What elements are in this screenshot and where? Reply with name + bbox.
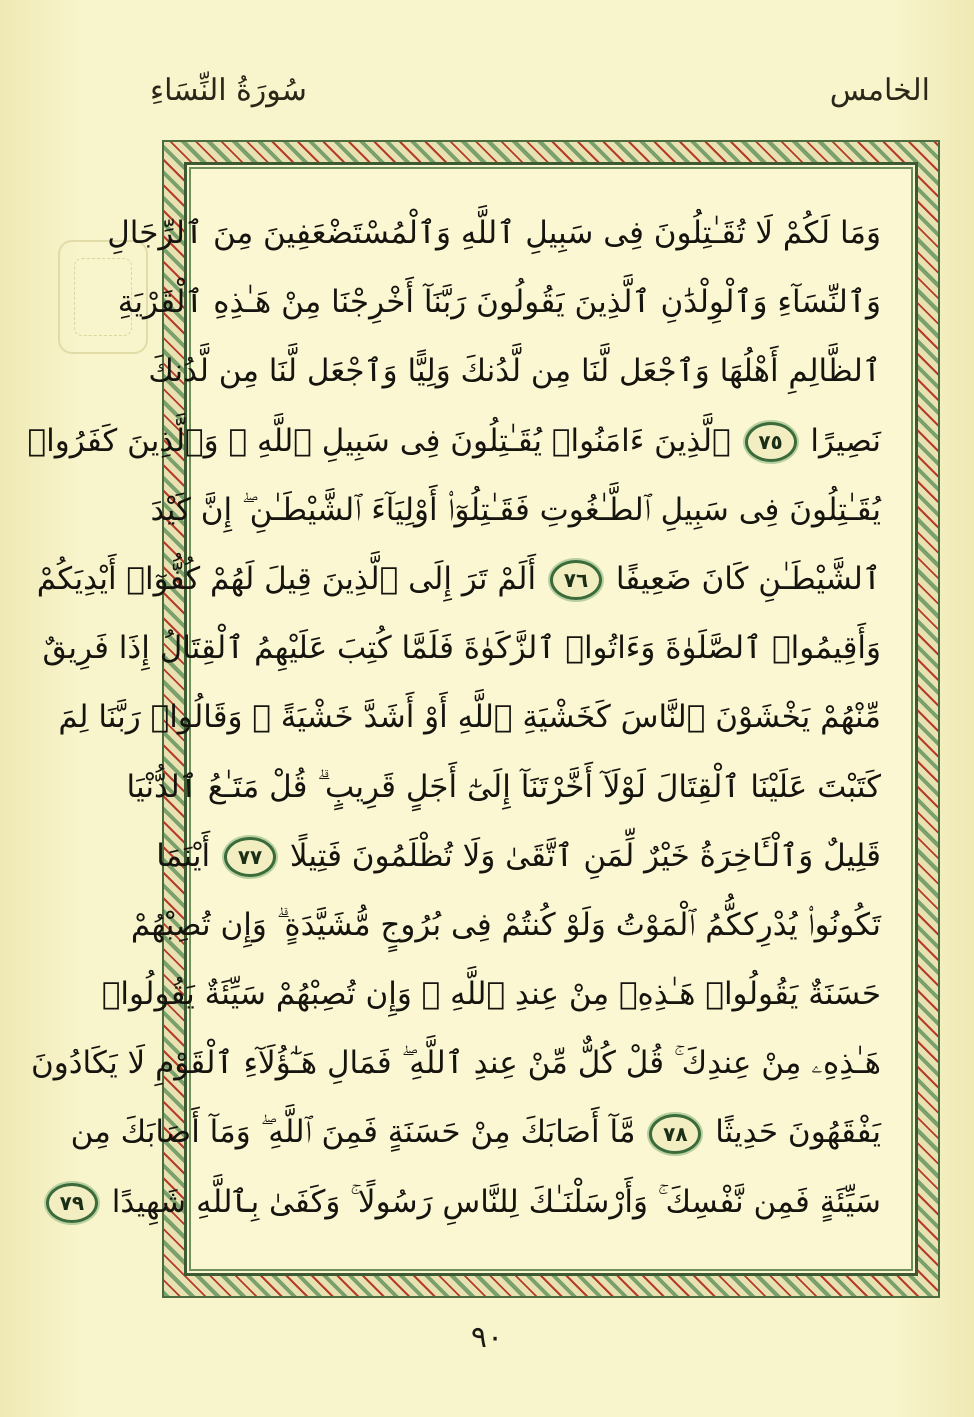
verse-text: مِّنْهُمْ يَخْشَوْنَ ٱلنَّاسَ كَخَشْيَةِ ٱللَّهِ أَوْ أَشَدَّ خَشْيَةً ۚ وَقَالُوا۟ رَبَّنَا لِمَ	[58, 699, 881, 736]
verse-text: حَسَنَةٌ يَقُولُوا۟ هَـٰذِهِۦ مِنْ عِندِ ٱللَّهِ ۖ وَإِن تُصِبْهُمْ سَيِّئَةٌ يَقُولُوا۟	[101, 976, 881, 1013]
verse-text: كَتَبْتَ عَلَيْنَا ٱلْقِتَالَ لَوْلَآ أَخَّرْتَنَآ إِلَىٰٓ أَجَلٍ قَرِيبٍ ۗ قُلْ مَتَـٰعُ ٱلدُّنْيَا	[126, 768, 881, 805]
page-number: ٩٠	[470, 1320, 504, 1355]
verse-text: يُقَـٰتِلُونَ فِى سَبِيلِ ٱلطَّـٰغُوتِ فَقَـٰتِلُوٓا۟ أَوْلِيَآءَ ٱلشَّيْطَـٰنِ ۖ إِنَّ كَيْدَ	[150, 491, 881, 528]
text-line	[42, 614, 881, 683]
text-line	[58, 683, 881, 752]
verse-text: تَكُونُوا۟ يُدْرِككُّمُ ٱلْمَوْتُ وَلَوْ كُنتُمْ فِى بُرُوجٍ مُّشَيَّدَةٍ ۗ وَإِن تُصِبْهُمْ	[130, 906, 881, 943]
text-line	[101, 960, 881, 1029]
ayah-number-marker: ٧٦	[550, 560, 602, 600]
text-line	[70, 1098, 881, 1167]
verse-text: أَلَمْ تَرَ إِلَى ٱلَّذِينَ قِيلَ لَهُمْ كُفُّوٓا۟ أَيْدِيَكُمْ	[36, 560, 537, 597]
verse-text: قَلِيلٌ وَٱلْـَٔاخِرَةُ خَيْرٌ لِّمَنِ ٱتَّقَىٰ وَلَا تُظْلَمُونَ فَتِيلًا	[289, 837, 881, 874]
verse-text: يَفْقَهُونَ حَدِيثًا	[715, 1114, 881, 1151]
text-line	[148, 337, 881, 406]
text-line	[30, 1029, 881, 1098]
verse-text: نَصِيرًا	[810, 422, 881, 459]
ayah-number-marker: ٧٥	[745, 422, 797, 462]
verse-text: مَّآ أَصَابَكَ مِنْ حَسَنَةٍ فَمِنَ ٱللَّهِ ۖ وَمَآ أَصَابَكَ مِن	[70, 1114, 636, 1151]
text-line	[156, 822, 881, 891]
verse-text: سَيِّئَةٍ فَمِن نَّفْسِكَ ۚ وَأَرْسَلْنَـٰكَ لِلنَّاسِ رَسُولًا ۚ وَكَفَىٰ بِٱللَّهِ شَهِيدًا	[111, 1183, 881, 1220]
verse-text: أَيْنَمَا	[156, 837, 211, 874]
verse-text: وَأَقِيمُوا۟ ٱلصَّلَوٰةَ وَءَاتُوا۟ ٱلزَّكَوٰةَ فَلَمَّا كُتِبَ عَلَيْهِمُ ٱلْقِتَالُ إِذَا فَرِيقٌ	[42, 630, 881, 667]
text-panel	[27, 162, 918, 1276]
text-line	[36, 545, 881, 614]
ornamental-border	[27, 140, 940, 1298]
text-line	[126, 753, 881, 822]
text-line	[117, 268, 881, 337]
ayah-number-marker: ٧٩	[46, 1183, 98, 1223]
verse-text: ٱلظَّالِمِ أَهْلُهَا وَٱجْعَل لَّنَا مِن لَّدُنكَ وَلِيًّا وَٱجْعَل لَّنَا مِن لَّدُنكَ	[148, 353, 881, 390]
verse-text: ٱلشَّيْطَـٰنِ كَانَ ضَعِيفًا	[615, 560, 881, 597]
page-header	[150, 62, 930, 118]
quran-text	[27, 199, 881, 1239]
verse-text: وَٱلنِّسَآءِ وَٱلْوِلْدَٰنِ ٱلَّذِينَ يَقُولُونَ رَبَّنَآ أَخْرِجْنَا مِنْ هَـٰذِهِ ٱلْقَرْيَةِ	[117, 284, 881, 321]
ayah-number-marker: ٧٧	[224, 837, 276, 877]
text-line	[130, 891, 881, 960]
text-line	[59, 1168, 881, 1237]
surah-title: سُورَةُ النِّسَاءِ	[150, 72, 307, 108]
ayah-number-marker: ٧٨	[649, 1114, 701, 1154]
text-line	[150, 476, 881, 545]
verse-text: هَـٰذِهِۦ مِنْ عِندِكَ ۚ قُلْ كُلٌّ مِّنْ عِندِ ٱللَّهِ ۖ فَمَالِ هَـٰٓؤُلَآءِ ٱلْقَوْمِ لَا يَكَادُونَ	[30, 1045, 881, 1082]
verse-text: ٱلَّذِينَ ءَامَنُوا۟ يُقَـٰتِلُونَ فِى سَبِيلِ ٱللَّهِ ۖ وَٱلَّذِينَ كَفَرُوا۟	[27, 422, 731, 459]
text-line	[107, 199, 881, 268]
text-line	[27, 407, 881, 476]
verse-text: وَمَا لَكُمْ لَا تُقَـٰتِلُونَ فِى سَبِيلِ ٱللَّهِ وَٱلْمُسْتَضْعَفِينَ مِنَ ٱلرِّجَالِ	[107, 215, 881, 251]
juz-title: الخامس	[829, 72, 930, 108]
